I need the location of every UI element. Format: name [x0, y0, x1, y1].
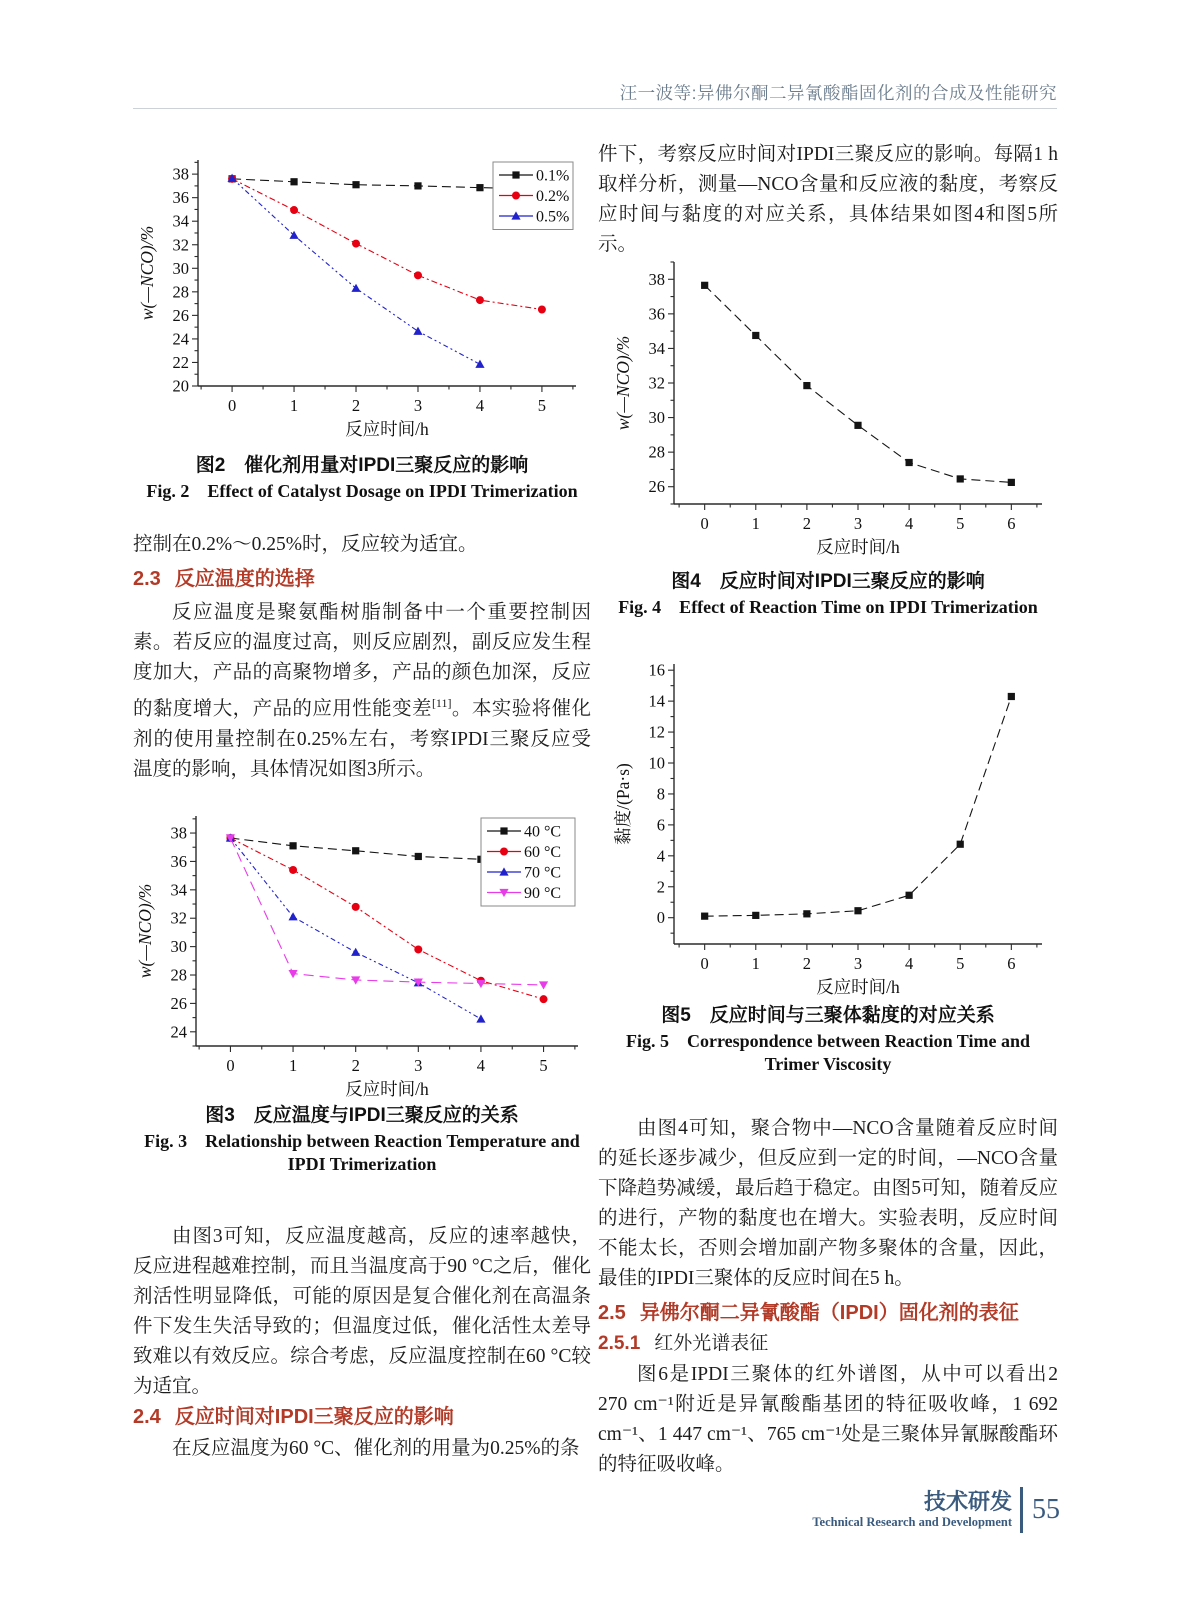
fig5-caption-en-line2: Trimer Viscosity	[764, 1054, 892, 1074]
svg-text:40 °C: 40 °C	[524, 823, 562, 841]
svg-text:60 °C: 60 °C	[524, 844, 562, 861]
section-number: 2.5	[598, 1302, 626, 1324]
svg-text:1: 1	[288, 1056, 298, 1075]
paragraph-temperature	[133, 598, 591, 785]
paragraph-fig45-discussion: 由图4可知，聚合物中—NCO含量随着反应时间的延长逐步减少，但反应到一定的时间，—NCO含量下降趋势减缓，最后趋于稳定。由图5可知，随着反应的进行，产物的黏度也在增大。实验表明，反应时间不能太长，否则会增加副产物多聚体的含量，因此，最佳的IPDI三聚体的反应时间在5 h。	[598, 1118, 1058, 1289]
svg-text:6: 6	[656, 815, 665, 835]
svg-text:反应时间/h: 反应时间/h	[816, 977, 900, 997]
section-number: 2.5.1	[598, 1333, 641, 1354]
section-number: 2.4	[133, 1406, 161, 1428]
svg-text:70 °C: 70 °C	[524, 864, 562, 882]
svg-text:34: 34	[170, 880, 187, 900]
section-heading-2-4	[133, 1400, 454, 1429]
svg-text:90 °C: 90 °C	[524, 885, 562, 902]
section-title: 红外光谱表征	[654, 1333, 769, 1354]
running-header-title: 汪一波等:异佛尔酮二异氰酸酯固化剂的合成及性能研究	[619, 83, 1057, 103]
footer-label-zh: 技术研发	[923, 1489, 1012, 1514]
svg-text:1: 1	[751, 514, 760, 533]
footer-divider-bar	[1020, 1487, 1023, 1533]
footer-column-label	[812, 1490, 1012, 1530]
svg-text:28: 28	[648, 442, 665, 462]
footer-label-en: Technical Research and Development	[812, 1515, 1012, 1529]
fig2-chart	[136, 146, 588, 442]
svg-text:4: 4	[656, 846, 665, 866]
svg-text:26: 26	[172, 305, 189, 325]
svg-text:0: 0	[656, 908, 665, 928]
svg-text:38: 38	[170, 823, 187, 843]
svg-text:12: 12	[648, 722, 665, 742]
section-heading-2-5	[598, 1296, 1019, 1325]
section-title: 异佛尔酮二异氰酸酯（IPDI）固化剂的表征	[639, 1302, 1019, 1324]
svg-text:38: 38	[648, 269, 665, 289]
paragraph-ir-spectrum: 图6是IPDI三聚体的红外谱图，从中可以看出2 270 cm⁻¹附近是异氰酸酯基团的特征吸收峰，1 692 cm⁻¹、1 447 cm⁻¹、765 cm⁻¹处是三聚体异氰脲酸酯环的特征吸收峰。	[598, 1364, 1058, 1475]
svg-text:36: 36	[648, 304, 665, 324]
svg-text:3: 3	[853, 954, 863, 973]
paragraph-catalyst-control: 控制在0.2%～0.25%时，反应较为适宜。	[133, 534, 478, 555]
svg-text:14: 14	[648, 691, 665, 711]
svg-text:5: 5	[539, 1056, 548, 1075]
svg-text:26: 26	[170, 993, 187, 1013]
fig4-caption-zh: 图4 反应时间对IPDI三聚反应的影响	[671, 571, 985, 592]
svg-text:5: 5	[956, 514, 965, 533]
svg-text:5: 5	[956, 954, 965, 973]
svg-text:4: 4	[904, 514, 914, 533]
svg-text:1: 1	[289, 396, 299, 415]
svg-text:26: 26	[648, 477, 665, 497]
svg-text:6: 6	[1007, 954, 1016, 973]
svg-text:反应时间/h: 反应时间/h	[345, 1079, 429, 1099]
svg-text:4: 4	[904, 954, 914, 973]
paragraph-text: 。本实验将催化剂的使用量控制在0.25%左右，考察IPDI三聚反应受温度的影响，具体情况如图3所示。	[133, 698, 591, 780]
svg-text:24: 24	[170, 1022, 187, 1042]
svg-text:0.2%: 0.2%	[536, 188, 570, 205]
svg-text:2: 2	[802, 954, 812, 973]
page-footer	[598, 1487, 1060, 1533]
svg-text:34: 34	[172, 211, 189, 231]
svg-text:34: 34	[648, 338, 665, 358]
fig2-caption-en: Fig. 2 Effect of Catalyst Dosage on IPDI Trimerization	[146, 481, 578, 501]
svg-text:反应时间/h: 反应时间/h	[345, 419, 429, 439]
svg-text:38: 38	[172, 164, 189, 184]
fig5-chart	[612, 650, 1054, 1000]
svg-text:0.5%: 0.5%	[536, 208, 570, 226]
svg-text:2: 2	[351, 396, 361, 415]
svg-text:6: 6	[1007, 514, 1016, 533]
svg-text:3: 3	[413, 396, 423, 415]
svg-text:4: 4	[475, 396, 485, 415]
svg-text:3: 3	[414, 1056, 423, 1075]
svg-text:0: 0	[226, 1056, 235, 1075]
svg-text:16: 16	[648, 660, 665, 680]
svg-text:30: 30	[648, 408, 665, 428]
fig3-caption-en-line2: IPDI Trimerization	[287, 1154, 437, 1174]
svg-text:36: 36	[172, 188, 189, 208]
fig5-caption-zh: 图5 反应时间与三聚体黏度的对应关系	[661, 1005, 995, 1026]
paragraph-condition: 在反应温度为60 °C、催化剂的用量为0.25%的条	[172, 1438, 580, 1459]
section-heading-2-5-1	[598, 1328, 768, 1355]
fig3-caption-en-line1: Fig. 3 Relationship between Reaction Temperature and	[144, 1131, 580, 1151]
svg-text:0: 0	[700, 514, 709, 533]
section-title: 反应时间对IPDI三聚反应的影响	[174, 1406, 454, 1428]
svg-text:5: 5	[537, 396, 547, 415]
section-title: 反应温度的选择	[174, 568, 315, 590]
svg-text:0.1%: 0.1%	[536, 167, 570, 185]
fig4-caption-en: Fig. 4 Effect of Reaction Time on IPDI Trimerization	[618, 597, 1038, 617]
svg-text:36: 36	[170, 851, 187, 871]
svg-text:10: 10	[648, 753, 665, 773]
svg-text:28: 28	[170, 965, 187, 985]
svg-text:22: 22	[172, 352, 189, 372]
fig3-caption-zh: 图3 反应温度与IPDI三聚反应的关系	[205, 1105, 519, 1126]
svg-text:1: 1	[751, 954, 760, 973]
paragraph-continued: 件下，考察反应时间对IPDI三聚反应的影响。每隔1 h取样分析，测量—NCO含量和反应液的黏度，考察反应时间与黏度的对应关系，具体结果如图4和图5所示。	[598, 144, 1058, 255]
svg-text:32: 32	[648, 373, 665, 393]
svg-text:2: 2	[351, 1056, 360, 1075]
svg-text:28: 28	[172, 282, 189, 302]
section-heading-2-3	[133, 562, 315, 591]
svg-text:30: 30	[172, 258, 189, 278]
fig5-caption-en-line1: Fig. 5 Correspondence between Reaction Time and	[626, 1031, 1030, 1051]
svg-text:8: 8	[656, 784, 665, 804]
svg-text:32: 32	[170, 908, 187, 928]
svg-text:0: 0	[227, 396, 237, 415]
paragraph-text: 反应温度是聚氨酯树脂制备中一个重要控制因素。若反应的温度过高，则反应剧烈，副反应发生程度加大，产品的高聚物增多，产品的颜色加深，反应的黏度增大，产品的应用性能变差	[133, 602, 591, 720]
svg-text:0: 0	[700, 954, 709, 973]
svg-text:2: 2	[656, 877, 665, 897]
paragraph-fig3-discussion: 由图3可知，反应温度越高，反应的速率越快，反应进程越难控制，而且当温度高于90 °C之后，催化剂活性明显降低，可能的原因是复合催化剂在高温条件下发生失活导致的；但温度过低，催化活性太差导致难以有效反应。综合考虑，反应温度控制在60 °C较为适宜。	[133, 1226, 591, 1397]
page-number: 55	[1032, 1494, 1060, 1525]
svg-text:24: 24	[172, 329, 189, 349]
svg-text:2: 2	[802, 514, 812, 533]
svg-text:黏度/(Pa·s): 黏度/(Pa·s)	[613, 763, 633, 845]
svg-text:w(—NCO)/%: w(—NCO)/%	[137, 225, 157, 321]
fig4-chart	[612, 248, 1054, 560]
svg-text:30: 30	[170, 937, 187, 957]
header-rule	[133, 108, 1057, 109]
svg-text:w(—NCO)/%: w(—NCO)/%	[135, 883, 155, 979]
svg-text:3: 3	[853, 514, 863, 533]
section-number: 2.3	[133, 568, 161, 590]
svg-text:反应时间/h: 反应时间/h	[816, 537, 900, 557]
fig2-caption-zh: 图2 催化剂用量对IPDI三聚反应的影响	[195, 455, 529, 476]
fig3-chart	[134, 802, 590, 1102]
citation-ref: [11]	[431, 696, 452, 710]
svg-text:20: 20	[172, 376, 189, 396]
svg-text:32: 32	[172, 235, 189, 255]
svg-text:w(—NCO)/%: w(—NCO)/%	[613, 335, 633, 431]
svg-text:4: 4	[476, 1056, 486, 1075]
